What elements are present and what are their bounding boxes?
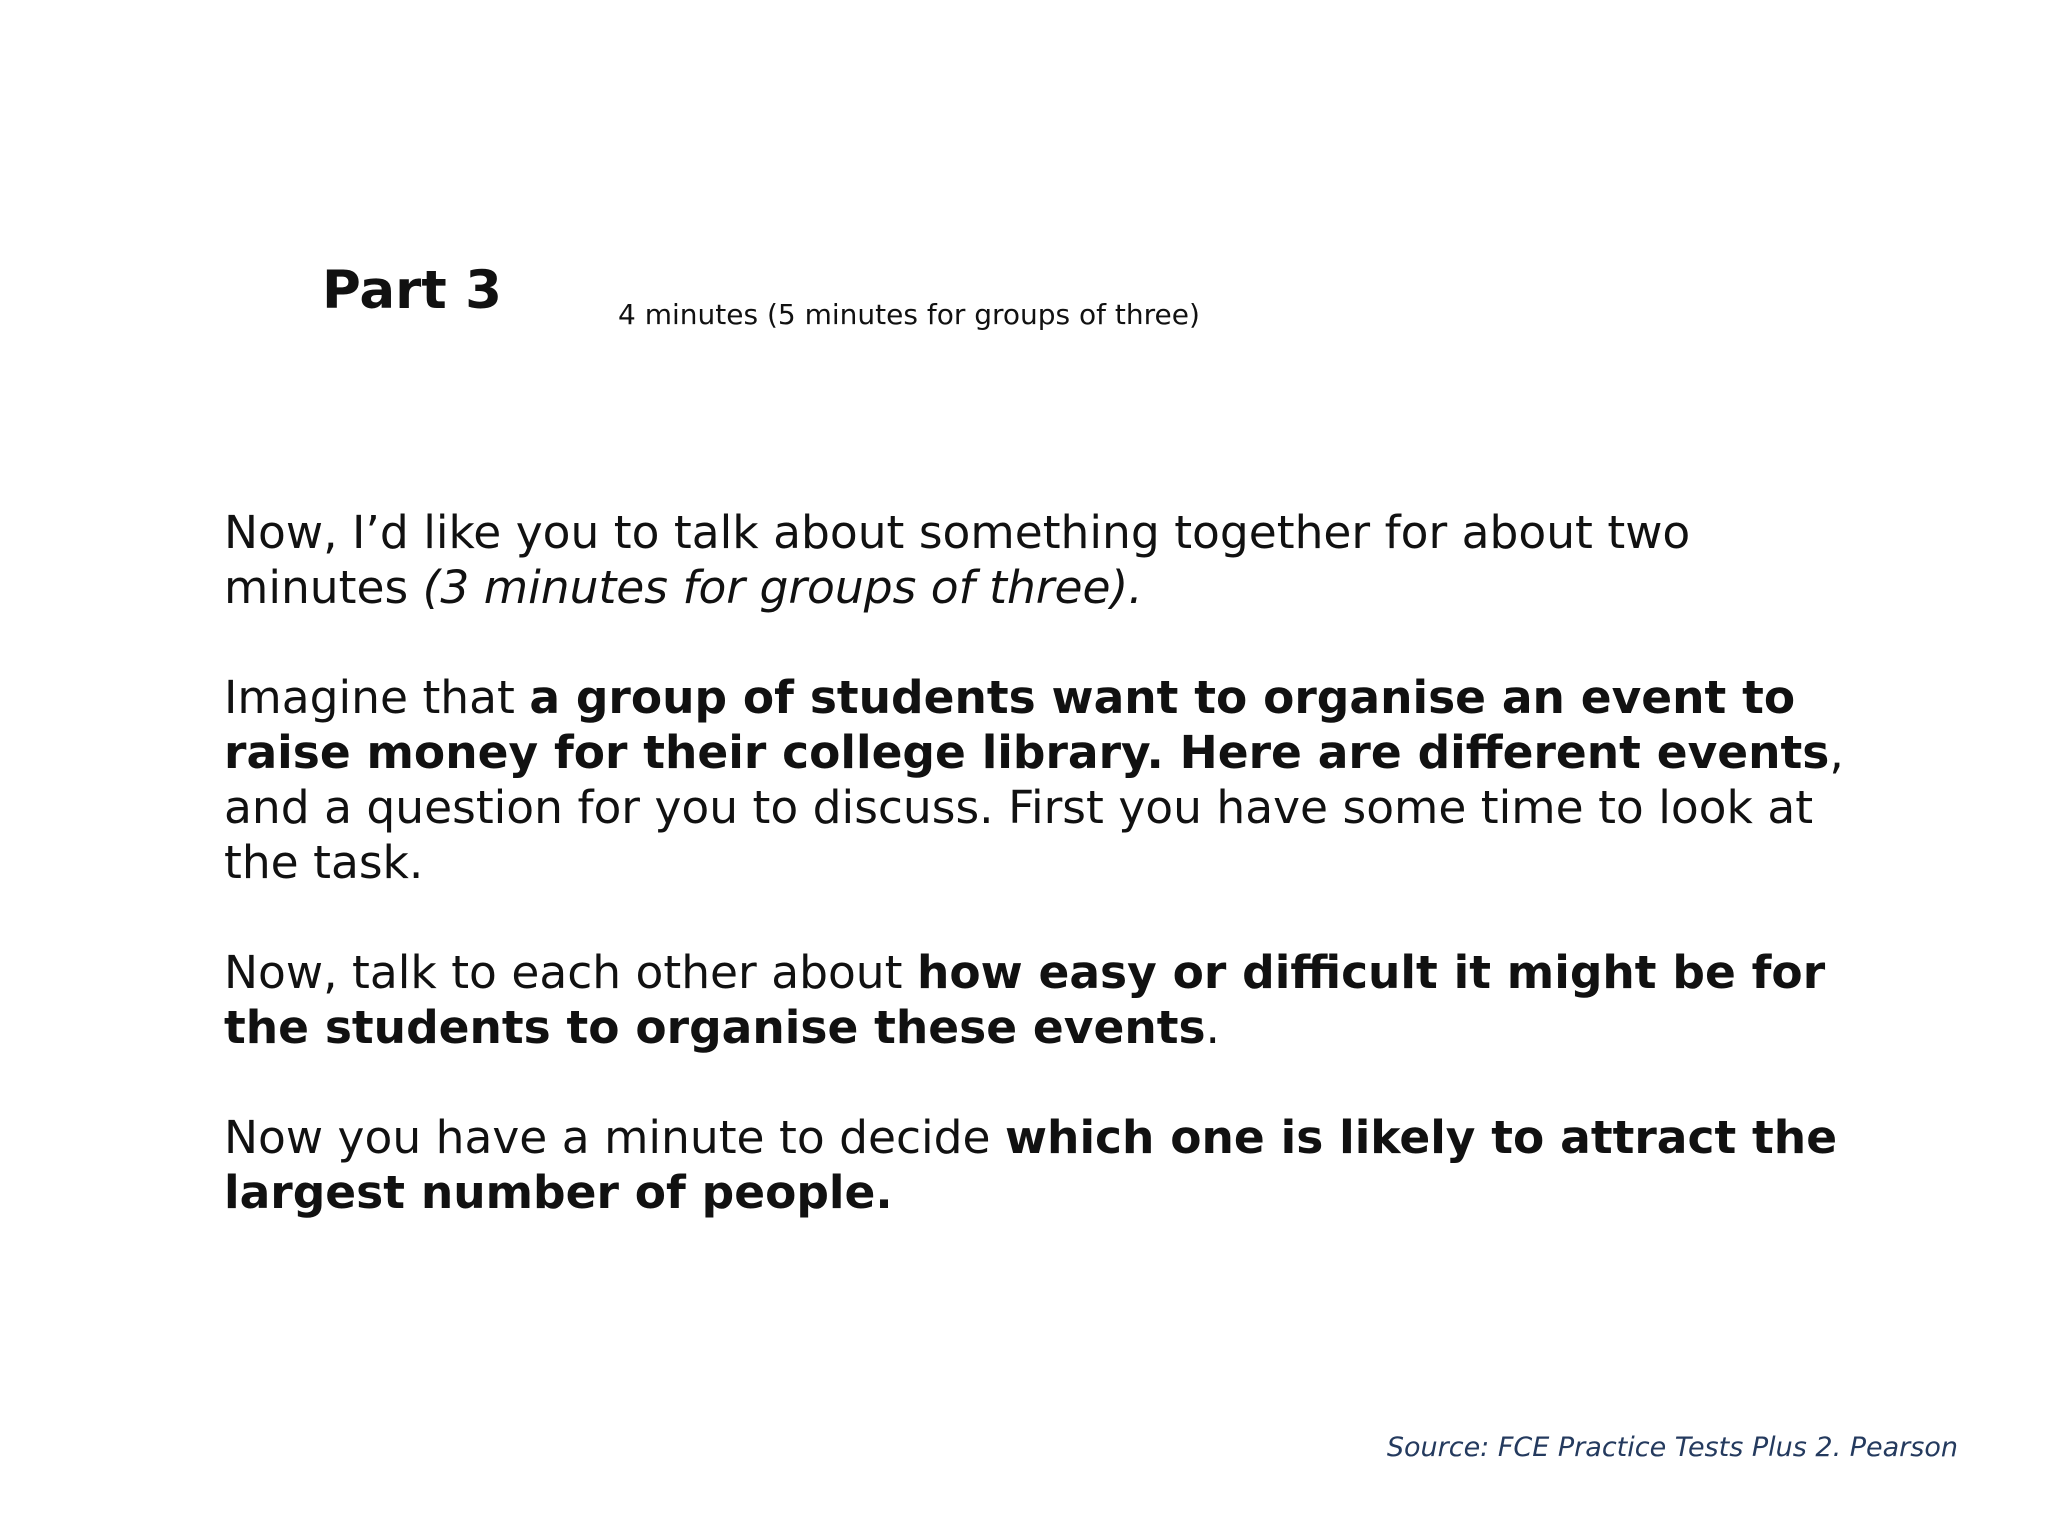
intro-text: Now, I’d like you to talk about something together for about two minutes — [224, 506, 1691, 614]
instruction-paragraph-decision — [224, 1110, 1884, 1220]
scenario-bold-text: a group of students want to organise an event to raise money for their college library. Here are different events — [224, 671, 1830, 779]
instruction-paragraph-intro — [224, 505, 1884, 615]
intro-italic-text: (3 minutes for groups of three). — [422, 561, 1143, 614]
instruction-paragraph-scenario — [224, 670, 1884, 890]
instruction-paragraph-discussion — [224, 945, 1884, 1055]
decision-text-before: Now you have a minute to decide — [224, 1111, 1006, 1164]
source-credit: Source: FCE Practice Tests Plus 2. Pearson — [1386, 1432, 1958, 1463]
discussion-bold-text: how easy or difficult it might be for the students to organise these events — [224, 946, 1826, 1054]
instructions — [224, 505, 1884, 1220]
timing-note: 4 minutes (5 minutes for groups of three) — [618, 298, 1200, 331]
discussion-text-after: . — [1205, 1001, 1221, 1054]
scenario-text-after: , and a question for you to discuss. First you have some time to look at the task. — [224, 726, 1844, 889]
decision-bold-text: which one is likely to attract the largest number of people. — [224, 1111, 1838, 1219]
discussion-text-before: Now, talk to each other about — [224, 946, 917, 999]
slide-title: Part 3 — [322, 260, 502, 321]
scenario-text-before: Imagine that — [224, 671, 530, 724]
